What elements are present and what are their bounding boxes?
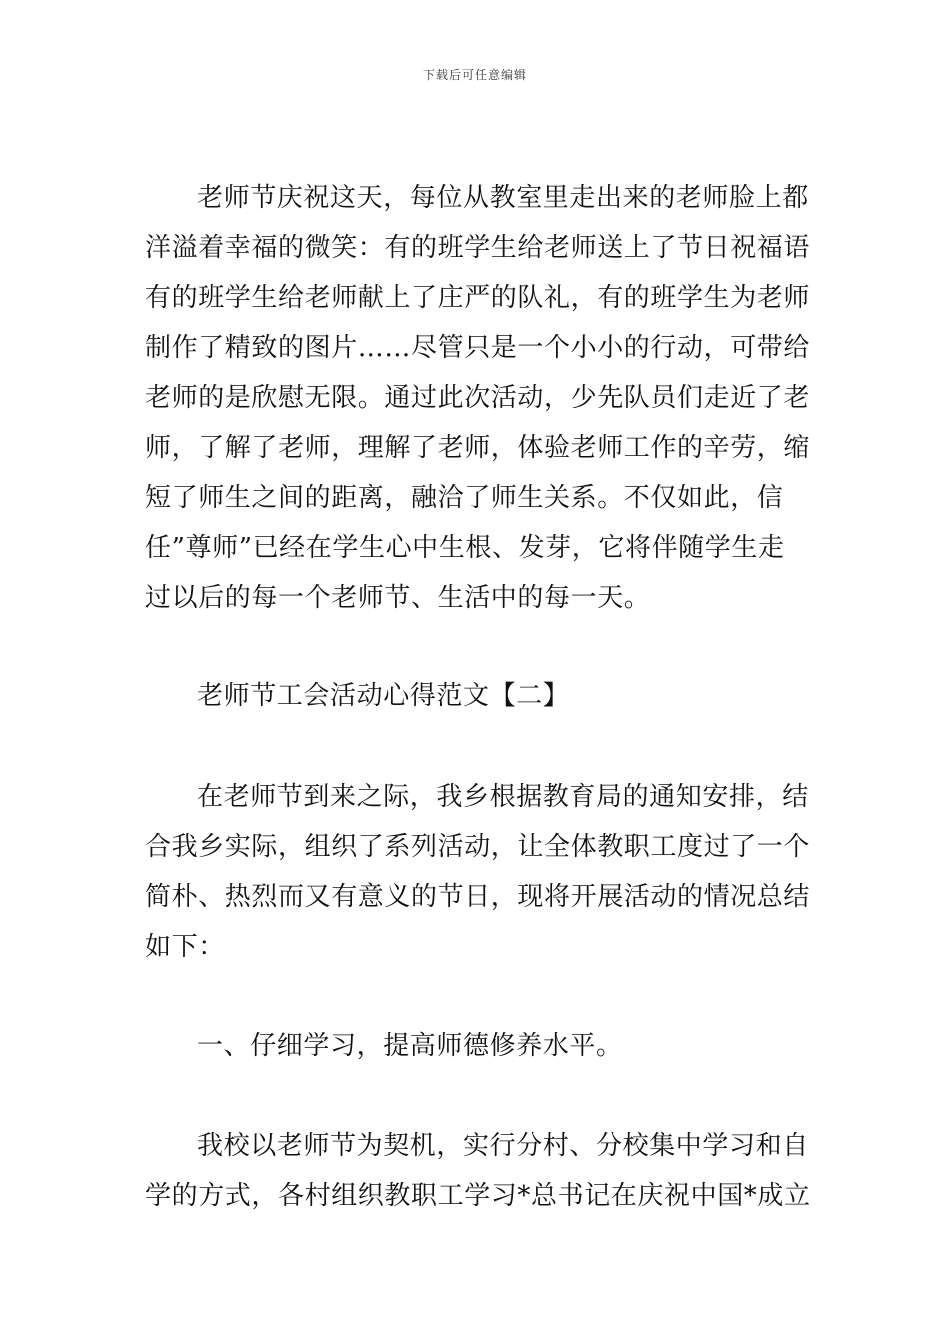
paragraph-2-line-2: 合我乡实际，组织了系列活动，让全体教职工度过了一个: [145, 832, 811, 862]
paragraph-2-line-1: 在老师节到来之际，我乡根据教育局的通知安排，结: [197, 782, 809, 812]
header-note: 下载后可任意编辑: [422, 68, 527, 82]
paragraph-1-line-9: 过以后的每一个老师节、生活中的每一天。: [145, 583, 651, 613]
paragraph-2-line-4: 如下：: [145, 932, 225, 962]
paragraph-1-line-6: 师，了解了老师，理解了老师，体验老师工作的辛劳，缩: [145, 433, 811, 463]
paragraph-3-line-1: 我校以老师节为契机，实行分村、分校集中学习和自: [197, 1131, 809, 1161]
paragraph-2-line-3: 简朴、热烈而又有意义的节日，现将开展活动的情况总结: [145, 882, 811, 912]
paragraph-1-line-4: 制作了精致的图片……尽管只是一个小小的行动，可带给: [145, 333, 811, 363]
paragraph-1-line-5: 老师的是欣慰无限。通过此次活动，少先队员们走近了老: [145, 383, 811, 413]
paragraph-1-line-7: 短了师生之间的距离，融洽了师生关系。不仅如此，信: [145, 483, 784, 513]
paragraph-1-line-8: 任”尊师”已经在学生心中生根、发芽，它将伴随学生走: [145, 533, 785, 563]
paragraph-1-line-1: 老师节庆祝这天，每位从教室里走出来的老师脸上都: [197, 183, 809, 213]
paragraph-3-line-2: 学的方式，各村组织教职工学习*总书记在庆祝中国*成立: [145, 1181, 811, 1211]
section-heading: 老师节工会活动心得范文【二】: [197, 681, 570, 711]
paragraph-1-line-3: 有的班学生给老师献上了庄严的队礼，有的班学生为老师: [145, 283, 811, 313]
subsection-heading: 一、仔细学习，提高师德修养水平。: [197, 1031, 623, 1061]
paragraph-1-line-2: 洋溢着幸福的微笑：有的班学生给老师送上了节日祝福语: [145, 233, 811, 263]
